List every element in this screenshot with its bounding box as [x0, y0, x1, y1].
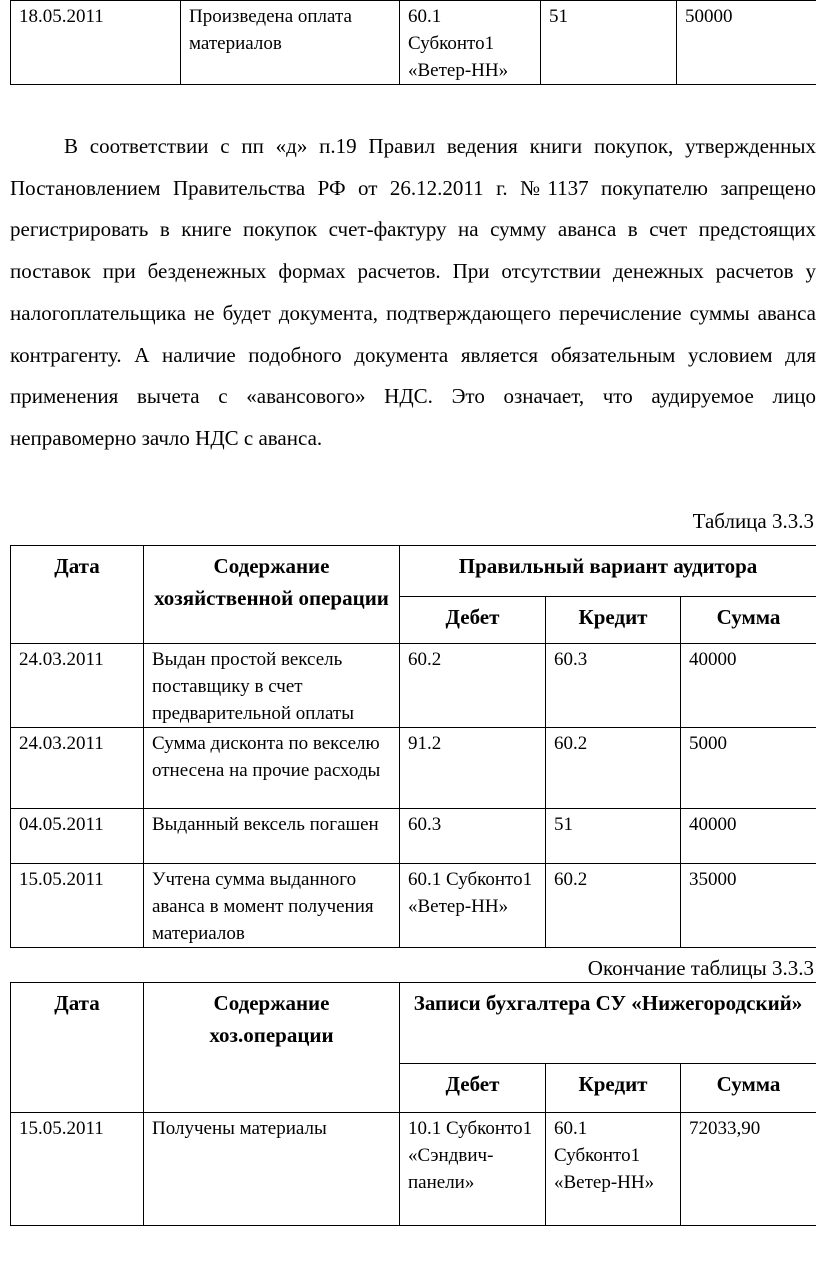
cell-date: 24.03.2011 — [11, 644, 144, 728]
table-row — [11, 1, 816, 85]
cell-operation: Учтена сумма выданного аванса в момент получения материалов — [144, 864, 400, 948]
cell-operation: Выданный вексель погашен — [144, 809, 400, 864]
cell-sum: 40000 — [681, 809, 816, 864]
cell-date: 15.05.2011 — [11, 1113, 144, 1226]
header-content: Содержание хозяйственной операции — [144, 546, 400, 644]
cell-debit: 91.2 — [400, 728, 546, 809]
cell-sum: 5000 — [681, 728, 816, 809]
cell-credit: 60.3 — [546, 644, 681, 728]
cell-sum: 72033,90 — [681, 1113, 816, 1226]
cell-debit: 10.1 Субконто1 «Сэндвич-панели» — [400, 1113, 546, 1226]
cell-debit: 60.3 — [400, 809, 546, 864]
header-debit: Дебет — [400, 1064, 546, 1113]
header-credit: Кредит — [546, 597, 681, 644]
cell-operation: Произведена оплата материалов — [181, 1, 400, 85]
header-content: Содержание хоз.операции — [144, 983, 400, 1113]
cell-sum: 35000 — [681, 864, 816, 948]
table-row — [11, 644, 816, 728]
cell-credit: 51 — [541, 1, 677, 85]
table-caption-continuation: Окончание таблицы 3.3.3 — [587, 956, 814, 980]
header-debit: Дебет — [400, 597, 546, 644]
cell-date: 24.03.2011 — [11, 728, 144, 809]
top-table-fragment — [10, 0, 816, 85]
cell-debit: 60.1 Субконто1 «Ветер-НН» — [400, 864, 546, 948]
cell-operation: Выдан простой вексель поставщику в счет предварительной оплаты — [144, 644, 400, 728]
table-row — [11, 864, 816, 948]
header-row — [11, 983, 816, 1064]
header-group: Правильный вариант аудитора — [400, 546, 816, 597]
cell-date: 18.05.2011 — [11, 1, 181, 85]
cell-debit: 60.1 Субконто1 «Ветер-НН» — [400, 1, 541, 85]
header-date: Дата — [11, 983, 144, 1113]
header-group: Записи бухгалтера СУ «Нижегородский» — [400, 983, 816, 1064]
cell-sum: 40000 — [681, 644, 816, 728]
table-row — [11, 1113, 816, 1226]
cell-credit: 60.1 Субконто1 «Ветер-НН» — [546, 1113, 681, 1226]
body-paragraph: В соответствии с пп «д» п.19 Правил ведения книги покупок, утвержденных Постановлением Правительства РФ от 26.12.2011 г. №1137 покупателю запрещено регистрировать в книге покупок счет-фактуру на сумму аванса в счет предстоящих поставок при безденежных формах расчетов. При отсутствии денежных расчетов у налогоплательщика не будет документа, подтверждающего перечисление суммы аванса контрагенту. А наличие подобного документа является обязательным условием для применения вычета с «авансового» НДС. Это означает, что аудируемое лицо неправомерно зачло НДС с аванса. — [10, 134, 816, 450]
header-row — [11, 546, 816, 597]
header-sum: Сумма — [681, 1064, 816, 1113]
cell-debit: 60.2 — [400, 644, 546, 728]
cell-date: 15.05.2011 — [11, 864, 144, 948]
cell-sum: 50000 — [677, 1, 816, 85]
cell-credit: 60.2 — [546, 864, 681, 948]
table-row — [11, 809, 816, 864]
audit-table — [10, 545, 816, 948]
accountant-table — [10, 982, 816, 1226]
cell-credit: 51 — [546, 809, 681, 864]
header-credit: Кредит — [546, 1064, 681, 1113]
table-row — [11, 728, 816, 809]
cell-operation: Сумма дисконта по векселю отнесена на прочие расходы — [144, 728, 400, 809]
cell-credit: 60.2 — [546, 728, 681, 809]
header-date: Дата — [11, 546, 144, 644]
table-caption: Таблица 3.3.3 — [692, 509, 814, 533]
cell-operation: Получены материалы — [144, 1113, 400, 1226]
header-sum: Сумма — [681, 597, 816, 644]
cell-date: 04.05.2011 — [11, 809, 144, 864]
